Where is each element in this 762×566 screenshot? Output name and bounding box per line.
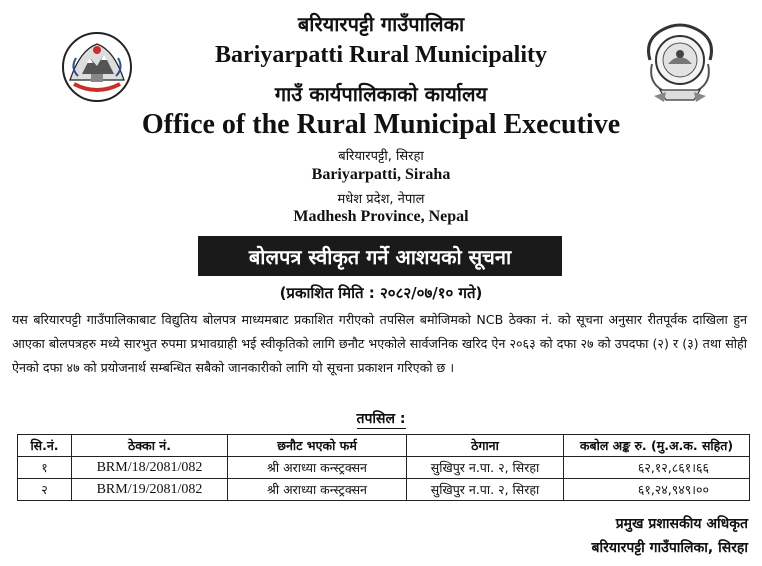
cell-bid-amount: ६२,१२,८६१।६६	[564, 457, 750, 479]
schedule-label: तपसिल :	[356, 411, 406, 427]
col-header-sn: सि.नं.	[18, 435, 72, 457]
location-nepali: बरियारपट्टी, सिरहा	[338, 149, 424, 164]
col-header-firm: छनौट भएको फर्म	[228, 435, 407, 457]
office-name-nepali: गाउँ कार्यपालिकाको कार्यालय	[274, 82, 488, 106]
municipality-name-nepali: बरियारपट्टी गाउँपालिका	[297, 12, 465, 36]
cell-firm: श्री अराध्या कन्स्ट्रक्सन	[228, 457, 407, 479]
signatory-office: बरियारपट्टी गाउँपालिका, सिरहा	[591, 540, 748, 556]
notice-title-banner	[198, 236, 562, 276]
notice-title: बोलपत्र स्वीकृत गर्ने आशयको सूचना	[248, 244, 512, 269]
province-nepali: मधेश प्रदेश, नेपाल	[337, 192, 425, 207]
cell-address: सुखिपुर न.पा. २, सिरहा	[407, 457, 564, 479]
cell-contract-no: BRM/18/2081/082	[72, 457, 228, 479]
table-row	[18, 479, 750, 501]
published-date: (प्रकाशित मिति : २०८२/०७/१० गते)	[279, 284, 483, 302]
notice-body: यस बरियारपट्टी गाउँपालिकाबाट विद्युतिय बोलपत्र माध्यमबाट प्रकाशित गरीएको तपसिल बमोजिमको NCB ठेक्का नं. को सूचना अनुसार रीतपूर्वक दाखिला हुन आएका बोलपत्रहरु मध्ये सारभुत रुपमा प्रभावग्राही भई स्वीकृतिको लागि छनौट भएकोले सार्वजनिक खरिद ऐन २०६३ को दफा २७ को उपदफा (२) र (३) तथा सोही ऐनको दफा ४७ को प्रयोजनार्थ सम्बन्धित सबैको जानकारीको लागि यो सूचना प्रकाशन गरिएको छ ।	[12, 312, 747, 375]
contract-table	[17, 434, 750, 501]
cell-sn: २	[18, 479, 72, 501]
cell-firm: श्री अराध्या कन्स्ट्रक्सन	[228, 479, 407, 501]
cell-address: सुखिपुर न.पा. २, सिरहा	[407, 479, 564, 501]
cell-bid-amount: ६१,२४,९४९।००	[564, 479, 750, 501]
office-name-english: Office of the Rural Municipal Executive	[141, 109, 621, 140]
table-row	[18, 457, 750, 479]
province-english: Madhesh Province, Nepal	[293, 208, 469, 225]
table-header-row	[18, 435, 750, 457]
cell-sn: १	[18, 457, 72, 479]
col-header-bid-amount: कबोल अङ्क रु. (मु.अ.क. सहित)	[564, 435, 750, 457]
cell-contract-no: BRM/19/2081/082	[72, 479, 228, 501]
location-english: Bariyarpatti, Siraha	[311, 166, 451, 183]
schedule-heading	[0, 409, 762, 428]
col-header-address: ठेगाना	[407, 435, 564, 457]
signatory-title: प्रमुख प्रशासकीय अधिकृत	[615, 516, 748, 532]
col-header-contract-no: ठेक्का नं.	[72, 435, 228, 457]
municipality-name-english: Bariyarpatti Rural Municipality	[215, 42, 547, 68]
